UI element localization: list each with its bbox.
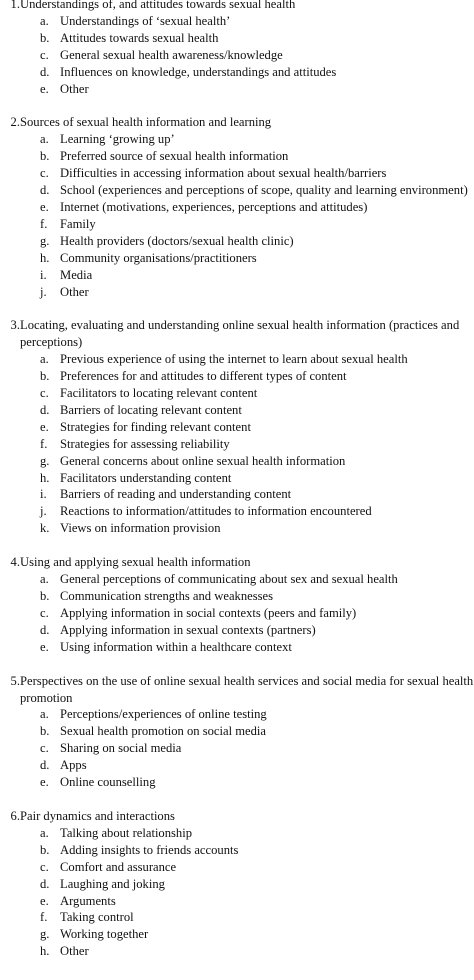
subtheme-letter: a. bbox=[40, 132, 49, 147]
subtheme-letter: d. bbox=[40, 64, 50, 79]
subtheme-text: Other bbox=[60, 284, 89, 299]
theme-section bbox=[0, 0, 474, 97]
subtheme-item bbox=[0, 47, 474, 64]
subtheme-item bbox=[0, 588, 474, 605]
subtheme-text: Previous experience of using the internet to learn about sexual health bbox=[60, 352, 408, 367]
subtheme-item bbox=[0, 876, 474, 893]
subtheme-item bbox=[0, 622, 474, 639]
theme-title: Using and applying sexual health information bbox=[20, 555, 251, 570]
subtheme-item bbox=[0, 909, 474, 926]
subtheme-letter: d. bbox=[40, 183, 50, 198]
subtheme-text: Internet (motivations, experiences, perceptions and attitudes) bbox=[60, 199, 368, 214]
subtheme-item bbox=[0, 706, 474, 723]
subtheme-letter: e. bbox=[40, 775, 49, 790]
subtheme-item bbox=[0, 503, 474, 520]
subtheme-letter: b. bbox=[40, 30, 50, 45]
subtheme-letter: b. bbox=[40, 724, 50, 739]
subtheme-letter: b. bbox=[40, 369, 50, 384]
subtheme-item bbox=[0, 368, 474, 385]
subtheme-item bbox=[0, 926, 474, 943]
subtheme-letter: a. bbox=[40, 825, 49, 840]
subtheme-text: General concerns about online sexual health information bbox=[60, 453, 346, 468]
subtheme-item bbox=[0, 723, 474, 740]
theme-section bbox=[0, 673, 474, 791]
subtheme-letter: b. bbox=[40, 842, 50, 857]
theme-section bbox=[0, 554, 474, 655]
subtheme-letter: a. bbox=[40, 352, 49, 367]
subtheme-letter: a. bbox=[40, 13, 49, 28]
subtheme-letter: i. bbox=[40, 267, 47, 282]
subtheme-item bbox=[0, 402, 474, 419]
subtheme-letter: f. bbox=[40, 910, 48, 925]
subtheme-text: Talking about relationship bbox=[60, 825, 193, 840]
subtheme-item bbox=[0, 859, 474, 876]
subtheme-text: Barriers of locating relevant content bbox=[60, 402, 242, 417]
theme-number: 4. bbox=[10, 555, 20, 570]
subtheme-text: Facilitators understanding content bbox=[60, 470, 232, 485]
subtheme-text: Online counselling bbox=[60, 775, 156, 790]
subtheme-text: Media bbox=[60, 267, 93, 282]
subtheme-letter: a. bbox=[40, 707, 49, 722]
subtheme-item bbox=[0, 825, 474, 842]
subtheme-text: Other bbox=[60, 81, 89, 96]
subtheme-letter: k. bbox=[40, 521, 50, 536]
theme-section bbox=[0, 114, 474, 300]
subtheme-letter: c. bbox=[40, 859, 49, 874]
subtheme-letter: d. bbox=[40, 876, 50, 891]
theme-heading bbox=[0, 808, 474, 825]
subtheme-text: Sexual health promotion on social media bbox=[60, 724, 267, 739]
theme-number: 1. bbox=[10, 0, 20, 11]
subtheme-letter: c. bbox=[40, 386, 49, 401]
subtheme-list bbox=[0, 351, 474, 537]
subtheme-letter: h. bbox=[40, 944, 50, 959]
subtheme-text: Preferences for and attitudes to different types of content bbox=[60, 369, 347, 384]
subtheme-letter: j. bbox=[40, 284, 47, 299]
subtheme-letter: h. bbox=[40, 250, 50, 265]
subtheme-item bbox=[0, 436, 474, 453]
subtheme-text: Learning ‘growing up’ bbox=[60, 132, 175, 147]
subtheme-item bbox=[0, 81, 474, 98]
subtheme-item bbox=[0, 774, 474, 791]
subtheme-letter: d. bbox=[40, 758, 50, 773]
subtheme-item bbox=[0, 842, 474, 859]
theme-section bbox=[0, 808, 474, 960]
theme-title: Pair dynamics and interactions bbox=[20, 808, 175, 823]
subtheme-text: Applying information in social contexts (peers and family) bbox=[60, 605, 357, 620]
theme-heading bbox=[0, 114, 474, 131]
subtheme-text: Applying information in sexual contexts (partners) bbox=[60, 622, 316, 637]
subtheme-item bbox=[0, 30, 474, 47]
subtheme-letter: e. bbox=[40, 893, 49, 908]
subtheme-list bbox=[0, 706, 474, 791]
subtheme-letter: g. bbox=[40, 453, 50, 468]
subtheme-text: Family bbox=[60, 216, 96, 231]
theme-number: 5. bbox=[10, 673, 20, 688]
subtheme-item bbox=[0, 351, 474, 368]
subtheme-item bbox=[0, 470, 474, 487]
theme-heading bbox=[0, 0, 474, 13]
theme-heading bbox=[0, 317, 474, 351]
subtheme-letter: d. bbox=[40, 622, 50, 637]
theme-title: Understandings of, and attitudes towards sexual health bbox=[20, 0, 296, 11]
subtheme-text: Using information within a healthcare context bbox=[60, 639, 292, 654]
subtheme-item bbox=[0, 148, 474, 165]
subtheme-item bbox=[0, 64, 474, 81]
theme-title: Sources of sexual health information and learning bbox=[20, 115, 272, 130]
subtheme-text: Strategies for finding relevant content bbox=[60, 419, 251, 434]
subtheme-item bbox=[0, 571, 474, 588]
subtheme-letter: a. bbox=[40, 572, 49, 587]
subtheme-text: General perceptions of communicating about sex and sexual health bbox=[60, 572, 398, 587]
subtheme-item bbox=[0, 893, 474, 910]
subtheme-list bbox=[0, 131, 474, 300]
theme-title: Locating, evaluating and understanding online sexual health information (practices and perceptions) bbox=[20, 318, 460, 350]
subtheme-item bbox=[0, 419, 474, 436]
theme-number: 3. bbox=[10, 318, 20, 333]
subtheme-text: Communication strengths and weaknesses bbox=[60, 589, 274, 603]
subtheme-item bbox=[0, 199, 474, 216]
subtheme-text: Perceptions/experiences of online testing bbox=[60, 707, 267, 722]
subtheme-letter: c. bbox=[40, 605, 49, 620]
subtheme-text: Strategies for assessing reliability bbox=[60, 436, 230, 451]
subtheme-item bbox=[0, 453, 474, 470]
subtheme-list bbox=[0, 571, 474, 656]
subtheme-item bbox=[0, 943, 474, 960]
subtheme-letter: c. bbox=[40, 47, 49, 62]
subtheme-item bbox=[0, 267, 474, 284]
subtheme-item bbox=[0, 182, 474, 199]
subtheme-letter: h. bbox=[40, 470, 50, 485]
subtheme-list bbox=[0, 825, 474, 960]
subtheme-letter: e. bbox=[40, 81, 49, 96]
subtheme-letter: i. bbox=[40, 487, 47, 502]
subtheme-letter: b. bbox=[40, 589, 50, 603]
subtheme-item bbox=[0, 216, 474, 233]
subtheme-item bbox=[0, 385, 474, 402]
subtheme-text: Influences on knowledge, understandings and attitudes bbox=[60, 64, 337, 79]
subtheme-text: Adding insights to friends accounts bbox=[60, 842, 239, 857]
subtheme-item bbox=[0, 605, 474, 622]
subtheme-text: General sexual health awareness/knowledge bbox=[60, 47, 283, 62]
subtheme-letter: e. bbox=[40, 419, 49, 434]
subtheme-item bbox=[0, 131, 474, 148]
theme-heading bbox=[0, 673, 474, 707]
subtheme-letter: f. bbox=[40, 216, 48, 231]
subtheme-item bbox=[0, 486, 474, 503]
subtheme-item bbox=[0, 165, 474, 182]
subtheme-text: Laughing and joking bbox=[60, 876, 165, 891]
subtheme-text: Community organisations/practitioners bbox=[60, 250, 257, 265]
subtheme-item bbox=[0, 13, 474, 30]
subtheme-item bbox=[0, 233, 474, 250]
subtheme-text: Health providers (doctors/sexual health clinic) bbox=[60, 233, 294, 248]
subtheme-letter: b. bbox=[40, 149, 50, 164]
subtheme-letter: e. bbox=[40, 199, 49, 214]
subtheme-text: Views on information provision bbox=[60, 521, 221, 536]
theme-section bbox=[0, 317, 474, 537]
subtheme-letter: c. bbox=[40, 741, 49, 756]
subtheme-text: Apps bbox=[60, 758, 87, 773]
subtheme-list bbox=[0, 13, 474, 98]
subtheme-item bbox=[0, 250, 474, 267]
subtheme-letter: e. bbox=[40, 639, 49, 654]
subtheme-text: Understandings of ‘sexual health’ bbox=[60, 13, 231, 28]
subtheme-text: Comfort and assurance bbox=[60, 859, 177, 874]
subtheme-text: Working together bbox=[60, 927, 149, 942]
subtheme-text: Facilitators to locating relevant content bbox=[60, 386, 258, 401]
subtheme-text: Arguments bbox=[60, 893, 116, 908]
subtheme-letter: d. bbox=[40, 402, 50, 417]
subtheme-text: Barriers of reading and understanding content bbox=[60, 487, 292, 502]
subtheme-text: Difficulties in accessing information about sexual health/barriers bbox=[60, 166, 387, 181]
subtheme-letter: g. bbox=[40, 927, 50, 942]
subtheme-text: Other bbox=[60, 944, 89, 959]
theme-number: 2. bbox=[10, 115, 20, 130]
subtheme-item bbox=[0, 639, 474, 656]
subtheme-text: Attitudes towards sexual health bbox=[60, 30, 219, 45]
theme-number: 6. bbox=[10, 808, 20, 823]
subtheme-letter: f. bbox=[40, 436, 48, 451]
theme-title: Perspectives on the use of online sexual health services and social media for sexual health promotion bbox=[20, 673, 474, 705]
subtheme-item bbox=[0, 757, 474, 774]
subtheme-text: Sharing on social media bbox=[60, 741, 182, 756]
subtheme-text: School (experiences and perceptions of scope, quality and learning environment) bbox=[60, 183, 468, 198]
subtheme-letter: j. bbox=[40, 504, 47, 519]
subtheme-letter: c. bbox=[40, 166, 49, 181]
subtheme-text: Reactions to information/attitudes to information encountered bbox=[60, 504, 372, 519]
theme-heading bbox=[0, 554, 474, 571]
subtheme-item bbox=[0, 740, 474, 757]
subtheme-letter: g. bbox=[40, 233, 50, 248]
subtheme-item bbox=[0, 520, 474, 537]
subtheme-text: Taking control bbox=[60, 910, 134, 925]
subtheme-item bbox=[0, 284, 474, 301]
subtheme-text: Preferred source of sexual health information bbox=[60, 149, 289, 164]
